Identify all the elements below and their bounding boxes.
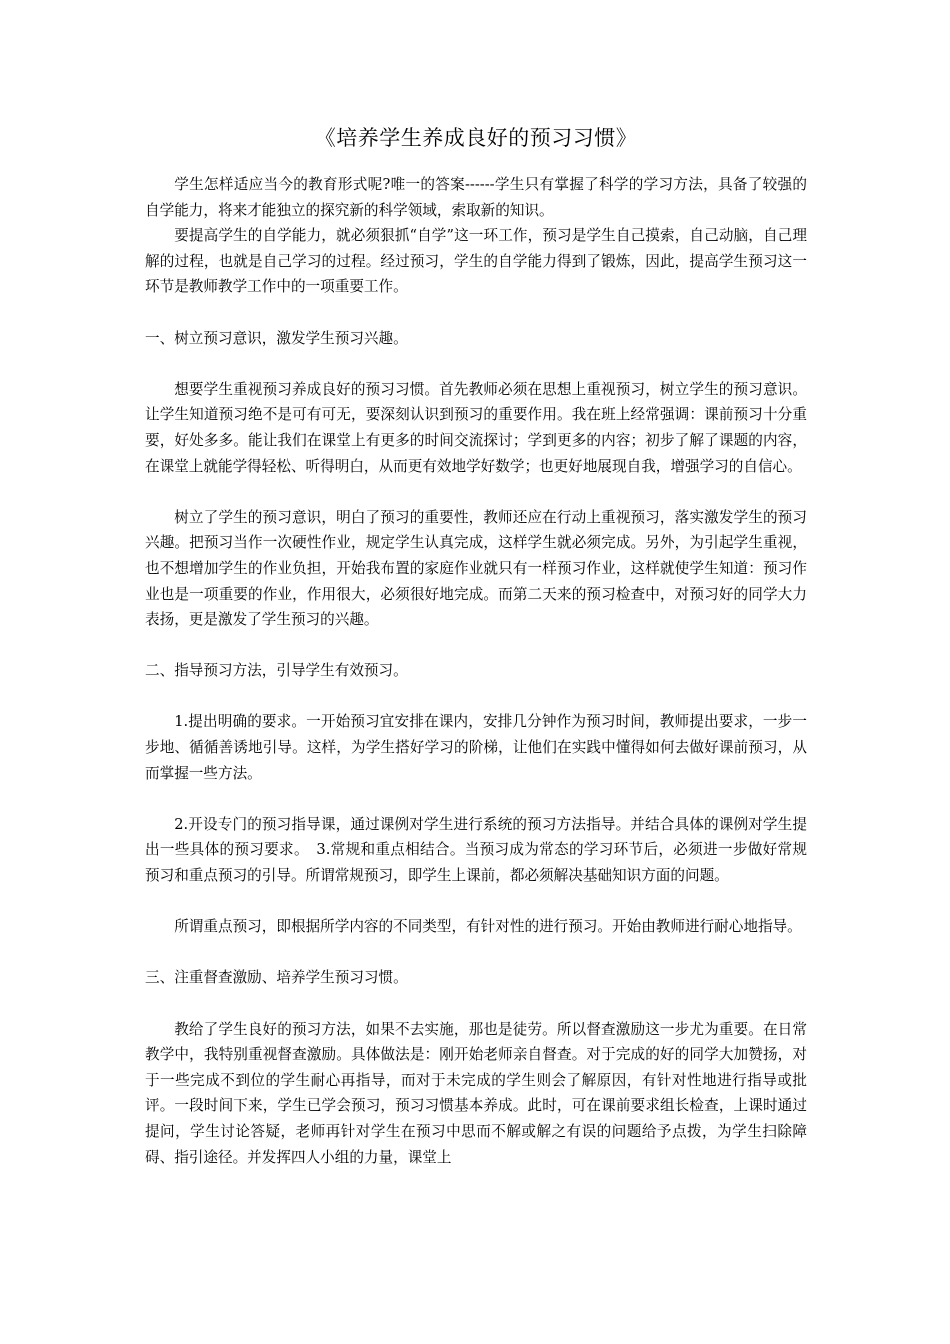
section-2-heading: 二、指导预习方法，引导学生有效预习。 (145, 662, 408, 680)
section-1-paragraph-1: 想要学生重视预习养成良好的预习习惯。首先教师必须在思想上重视预习，树立学生的预习意识。让学生知道预习绝不是可有可无，要深刻认识到预习的重要作用。我在班上经常强调：课前预习十分重要，好处多多。能让我们在课堂上有更多的时间交流探讨；学到更多的内容；初步了解了课题的内容，在课堂上就能学得轻松、听得明白，从而更有效地学好数学；也更好地展现自我，增强学习的自信心。 (145, 380, 807, 475)
intro-paragraph-1: 学生怎样适应当今的教育形式呢?唯一的答案------学生只有掌握了科学的学习方法，具备了较强的自学能力，将来才能独立的探究新的科学领域，索取新的知识。 (145, 176, 807, 219)
spacer (145, 300, 807, 326)
intro-paragraph-2: 要提高学生的自学能力，就必须狠抓“自学”这一环工作，预习是学生自己摸索，自己动脑，自己理解的过程，也就是自己学习的过程。经过预习，学生的自学能力得到了锻炼，因此，提高学生预习这一环节是教师教学工作中的一项重要工作。 (145, 227, 807, 296)
section-3-heading: 三、注重督查激励、培养学生预习习惯。 (145, 969, 408, 987)
spacer (145, 991, 807, 1017)
document-title: 《培养学生养成良好的预习习惯》 (314, 126, 638, 150)
spacer (145, 633, 807, 659)
section-1-heading: 一、树立预习意识，激发学生预习兴趣。 (145, 329, 408, 347)
section-1-paragraph-2: 树立了学生的预习意识，明白了预习的重要性，教师还应在行动上重视预习，落实激发学生的预习兴趣。把预习当作一次硬性作业，规定学生认真完成，这样学生就必须完成。另外，为引起学生重视，也不想增加学生的作业负担，开始我布置的家庭作业就只有一样预习作业，这样就使学生知道：预习作业也是一项重要的作业，作用很大，必须很好地完成。而第二天来的预习检查中，对预习好的同学大力表扬，更是激发了学生预习的兴趣。 (145, 508, 807, 629)
section-3-paragraph-1: 教给了学生良好的预习方法，如果不去实施，那也是徒劳。所以督查激励这一步尤为重要。在日常教学中，我特别重视督查激励。具体做法是：刚开始老师亲自督查。对于完成的好的同学大加赞扬，对于一些完成不到位的学生耐心再指导，而对于未完成的学生则会了解原因，有针对性地进行指导或批评。一段时间下来，学生已学会预习，预习习惯基本养成。此时，可在课前要求组长检查，上课时通过提问，学生讨论答疑，老师再针对学生在预习中思而不解或解之有误的问题给予点拨，为学生扫除障碍、指引途径。并发挥四人小组的力量，课堂上 (145, 1020, 807, 1166)
spacer (145, 479, 807, 505)
spacer (145, 786, 807, 812)
section-2-paragraph-1: 1.提出明确的要求。一开始预习宜安排在课内，安排几分钟作为预习时间，教师提出要求，一步一步地、循循善诱地引导。这样，为学生搭好学习的阶梯，让他们在实践中懂得如何去做好课前预习，从而掌握一些方法。 (145, 713, 807, 782)
spacer (145, 351, 807, 377)
section-2-paragraph-2: 2.开设专门的预习指导课，通过课例对学生进行系统的预习方法指导。并结合具体的课例对学生提出一些具体的预习要求。 3.常规和重点相结合。当预习成为常态的学习环节后，必须进一步做好常规预习和重点预习的引导。所谓常规预习，即学生上课前，都必须解决基础知识方面的问题。 (145, 815, 807, 885)
spacer (145, 684, 807, 710)
document-page (145, 118, 807, 1170)
section-2-paragraph-3: 所谓重点预习，即根据所学内容的不同类型，有针对性的进行预习。开始由教师进行耐心地指导。 (174, 918, 802, 936)
spacer (145, 940, 807, 966)
spacer (145, 889, 807, 915)
